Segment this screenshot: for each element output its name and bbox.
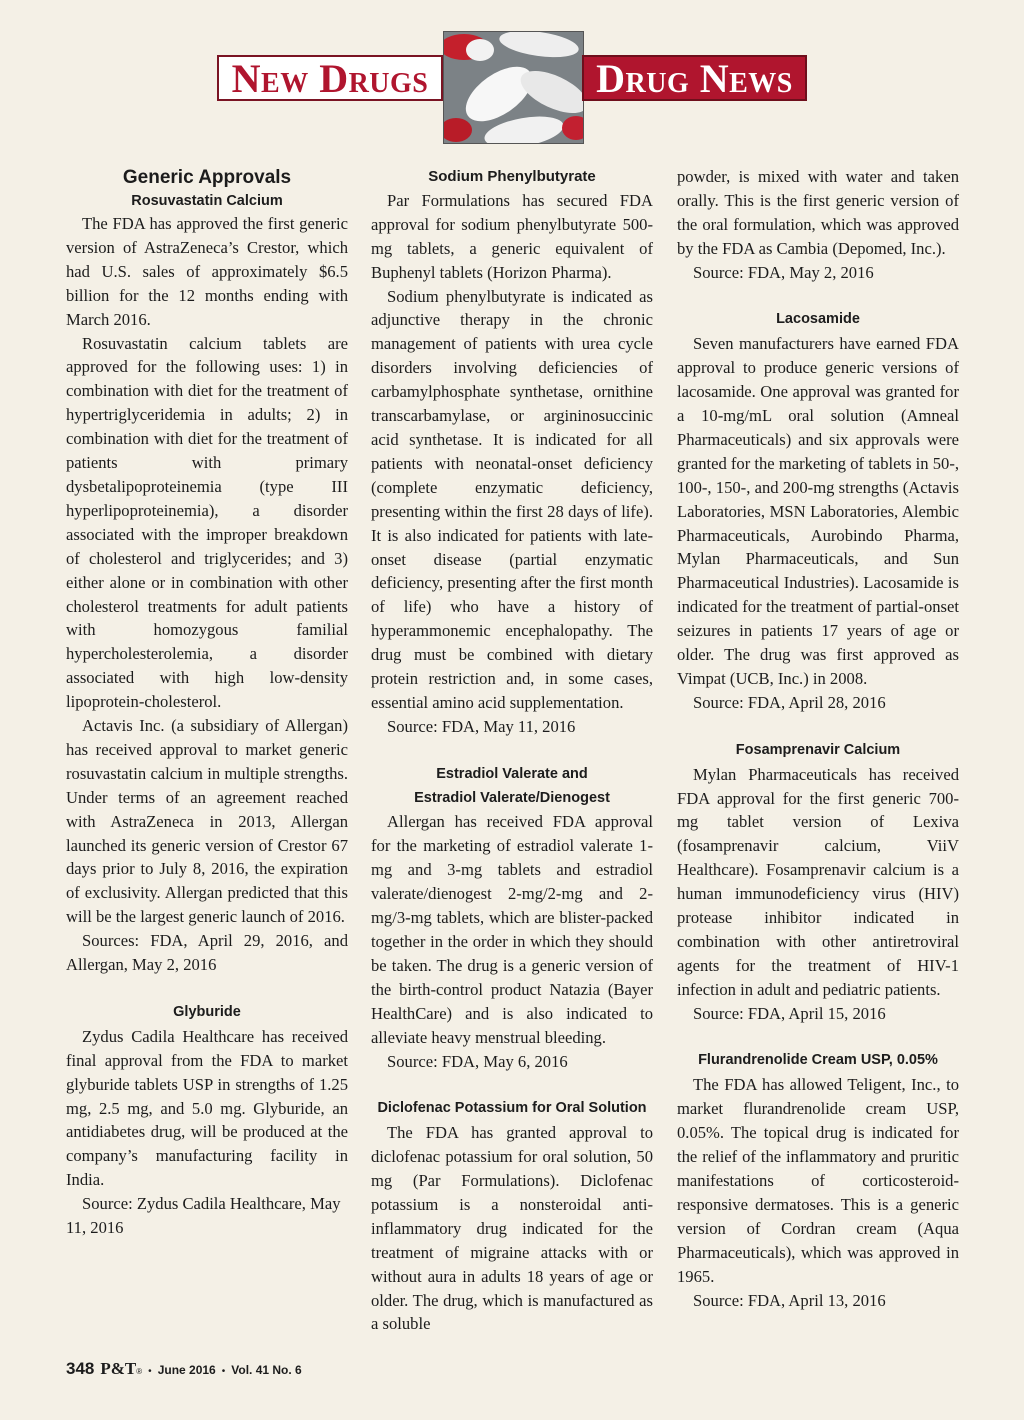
source-line: Source: FDA, May 2, 2016	[693, 262, 874, 282]
paragraph: Sodium phenylbutyrate is indicated as adjunctive therapy in the chronic management of patients with urea cycle disorders involving deficiencies of carbamylphosphate synthetase, ornithine transcarbamylase, or argininosuccinic acid synthetase. It is indicated for all patients with neonatal-onset deficiency (complete enzymatic deficiency, presenting within the first 28 days of life). It is also indicated for patients with late-onset disease (partial enzymatic deficiency, presenting after the first month of life) who have a history of hyperammonemic encephalopathy. The drug must be combined with dietary protein restriction and, in some cases, essential amino acid supplementation.	[371, 286, 653, 712]
drug-title-estradiol-line2: Estradiol Valerate/Dienogest	[414, 789, 610, 806]
drug-title-fosamprenavir: Fosamprenavir Calcium	[735, 741, 901, 758]
paragraph-continued: powder, is mixed with water and taken orally. This is the first generic version of the oral formulation, which was approved by the FDA as Cambia (Depomed, Inc.).	[677, 167, 959, 258]
page-number: 348	[66, 1359, 95, 1378]
drug-title-rosuvastatin: Rosuvastatin Calcium	[131, 193, 283, 209]
paragraph: Allergan has received FDA approval for the marketing of estradiol valerate 1-mg and 3-mg tablets and estradiol valerate/dienogest 2-mg/2-mg and 2-mg/3-mg tablets, which are blister-packed together in the order in which they should be taken. The drug is a generic version of the birth-control product Natazia (Bayer HealthCare) and is also indicated to alleviate heavy menstrual bleeding.	[371, 812, 653, 1047]
drug-title-flurandrenolide: Flurandrenolide Cream USP, 0.05%	[698, 1052, 938, 1069]
registered-mark: ®	[136, 1367, 143, 1376]
paragraph: Par Formulations has secured FDA approval for sodium phenylbutyrate 500-mg tablets, a generic equivalent of Buphenyl tablets (Horizon Pharma).	[371, 190, 653, 282]
column-2	[371, 165, 653, 1336]
section-banner	[0, 0, 1024, 160]
new-drugs-label: New Drugs	[217, 55, 443, 101]
section-title: Generic Approvals	[122, 167, 292, 188]
paragraph: The FDA has approved the first generic version of AstraZeneca’s Crestor, which had U.S. sales of approximately $6.5 billion for the 12 months ending with March 2016.	[66, 214, 348, 329]
paragraph: Rosuvastatin calcium tablets are approved for the following uses: 1) in combination with diet for the treatment of hypertriglyceridemia in adults; 2) in combination with diet for the treatment of patients with primary dysbetalipoproteinemia (type III hyperlipoproteinemia), a disorder associated with the improper breakdown of cholesterol and triglycerides; and 3) either alone or in combination with other cholesterol treatments for adult patients with homozygous familial hypercholesterolemia, a disorder associated with high low-density lipoprotein-cholesterol.	[66, 333, 348, 712]
paragraph: Mylan Pharmaceuticals has received FDA approval for the first generic 700-mg tablet version of Lexiva (fosamprenavir calcium, ViiV Healthcare). Fosamprenavir calcium is a human immunodeficiency virus (HIV) protease inhibitor indicated in combination with other antiretroviral agents for the treatment of HIV-1 infection in adult and pediatric patients.	[677, 764, 959, 999]
column-1	[66, 165, 348, 1240]
issue-date: June 2016	[157, 1363, 216, 1377]
drug-title-diclofenac: Diclofenac Potassium for Oral Solution	[377, 1100, 647, 1117]
source-line: Sources: FDA, April 29, 2016, and Allergan, May 2, 2016	[66, 931, 348, 975]
source-line: Source: Zydus Cadila Healthcare, May 11, 2016	[66, 1194, 341, 1238]
drug-title-estradiol-line1: Estradiol Valerate and	[436, 765, 588, 782]
paragraph: Seven manufacturers have earned FDA approval to produce generic versions of lacosamide. One approval was granted for a 10-mg/mL oral solution (Amneal Pharmaceuticals) and six approvals were granted for the marketing of tablets in 50-, 100-, 150-, and 200-mg strengths (Actavis Laboratories, MSN Laboratories, Alembic Pharmaceuticals, Aurobindo Pharma, Mylan Pharmaceuticals, and Sun Pharmaceutical Industries). Lacosamide is indicated for the treatment of partial-onset seizures in patients 17 years of age or older. The drug was first approved as Vimpat (UCB, Inc.) in 2008.	[677, 334, 960, 689]
separator: •	[221, 1366, 226, 1377]
pills-photo	[443, 31, 584, 144]
source-line: Source: FDA, April 28, 2016	[693, 692, 886, 712]
page-footer	[66, 1359, 302, 1379]
column-3	[677, 165, 959, 1312]
separator: •	[148, 1366, 152, 1377]
source-line: Source: FDA, May 11, 2016	[387, 716, 576, 736]
drug-title-glyburide: Glyburide	[173, 1003, 241, 1020]
paragraph: Actavis Inc. (a subsidiary of Allergan) has received approval to market generic rosuvastatin calcium in multiple strengths. Under terms of an agreement reached with AstraZeneca in 2013, Allergan launched its generic version of Crestor 67 days prior to July 8, 2016, the expiration of exclusivity. Allergan predicted that this will be the largest generic launch of 2016.	[66, 716, 348, 927]
drug-title-sodium-phenylbutyrate: Sodium Phenylbutyrate	[428, 168, 596, 185]
pills-icon	[444, 32, 583, 143]
paragraph: The FDA has allowed Teligent, Inc., to market flurandrenolide cream USP, 0.05%. The topical drug is indicated for the relief of the inflammatory and pruritic manifestations of corticosteroid-responsive dermatoses. This is a generic version of Cordran cream (Aqua Pharmaceuticals), which was approved in 1965.	[677, 1075, 959, 1286]
journal-name: P&T	[100, 1359, 137, 1378]
source-line: Source: FDA, April 15, 2016	[693, 1003, 886, 1023]
drug-title-lacosamide: Lacosamide	[776, 311, 860, 328]
source-line: Source: FDA, May 6, 2016	[387, 1051, 568, 1071]
paragraph: The FDA has granted approval to diclofenac potassium for oral solution, 50 mg (Par Formulations). Diclofenac potassium is a nonsteroidal anti-inflammatory drug indicated for the treatment of migraine attacks with or without aura in adults 18 years of age or older. The drug, which is manufactured as a soluble	[371, 1123, 653, 1334]
drug-news-label: Drug News	[582, 55, 807, 101]
source-line: Source: FDA, April 13, 2016	[693, 1290, 886, 1310]
volume-number: Vol. 41 No. 6	[231, 1363, 302, 1377]
paragraph: Zydus Cadila Healthcare has received final approval from the FDA to market glyburide tablets USP in strengths of 1.25 mg, 2.5 mg, and 5.0 mg. Glyburide, an antidiabetes drug, will be produced at the company’s manufacturing facility in India.	[66, 1026, 348, 1190]
